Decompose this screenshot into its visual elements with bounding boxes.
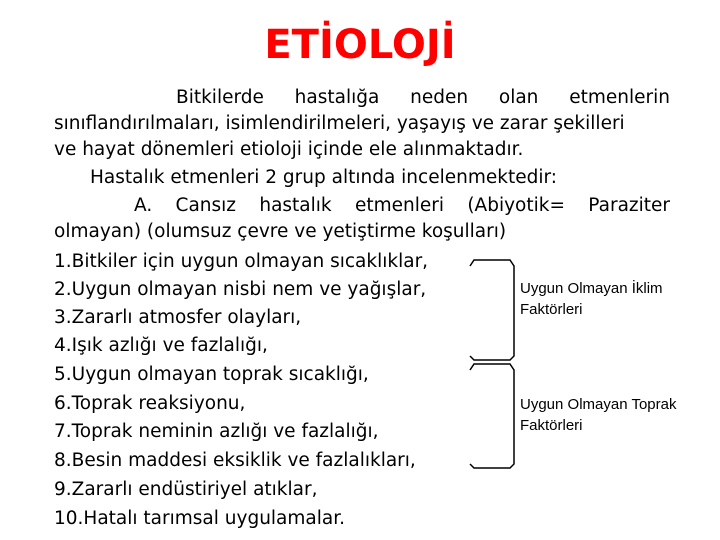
page-title: ETİOLOJİ <box>264 22 456 68</box>
intro-word: Bitkilerde <box>176 87 264 108</box>
intro-word: etmenlerin <box>569 87 670 108</box>
soil-group-label-line-2: Faktörleri <box>520 417 583 434</box>
factor-item-8: 8.Besin maddesi eksiklik ve fazlalıkları, <box>54 450 416 471</box>
soil-brace <box>470 364 514 468</box>
factor-item-9: 9.Zararlı endüstiriyel atıklar, <box>54 479 318 500</box>
section-a-word: Cansız <box>175 195 237 216</box>
section-a-word: Paraziter <box>588 195 670 216</box>
factor-item-4: 4.Işık azlığı ve fazlalığı, <box>54 335 268 356</box>
factor-item-7: 7.Toprak neminin azlığı ve fazlalığı, <box>54 421 379 442</box>
factor-item-6: 6.Toprak reaksiyonu, <box>54 393 246 414</box>
intro-line-2: sınıflandırılmaları, isimlendirilmeleri, yaşayış ve zarar şekilleri <box>54 113 625 134</box>
section-a-word: etmenleri <box>354 195 444 216</box>
factor-item-2: 2.Uygun olmayan nisbi nem ve yağışlar, <box>54 279 427 300</box>
factor-item-5: 5.Uygun olmayan toprak sıcaklığı, <box>54 364 369 385</box>
factor-item-10: 10.Hatalı tarımsal uygulamalar. <box>54 508 346 529</box>
climate-group-label-line-1: Uygun Olmayan İklim <box>520 280 663 297</box>
intro-word: neden <box>410 87 469 108</box>
group-sentence: Hastalık etmenleri 2 grup altında incelenmektedir: <box>90 167 557 188</box>
climate-brace <box>470 260 514 360</box>
factor-item-1: 1.Bitkiler için uygun olmayan sıcaklıklar, <box>54 251 429 272</box>
section-a-word: hastalık <box>259 195 332 216</box>
intro-line-3: ve hayat dönemleri etioloji içinde ele alınmaktadır. <box>54 139 524 160</box>
intro-word: hastalığa <box>294 87 380 108</box>
climate-group-label-line-2: Faktörleri <box>520 301 583 318</box>
factor-item-3: 3.Zararlı atmosfer olayları, <box>54 307 302 328</box>
soil-group-label-line-1: Uygun Olmayan Toprak <box>520 396 677 413</box>
section-a-word: (Abiyotik= <box>467 195 565 216</box>
section-a-line-2: olmayan) (olumsuz çevre ve yetiştirme koşulları) <box>54 221 507 242</box>
intro-word: olan <box>498 87 539 108</box>
section-a-word: A. <box>134 195 153 216</box>
